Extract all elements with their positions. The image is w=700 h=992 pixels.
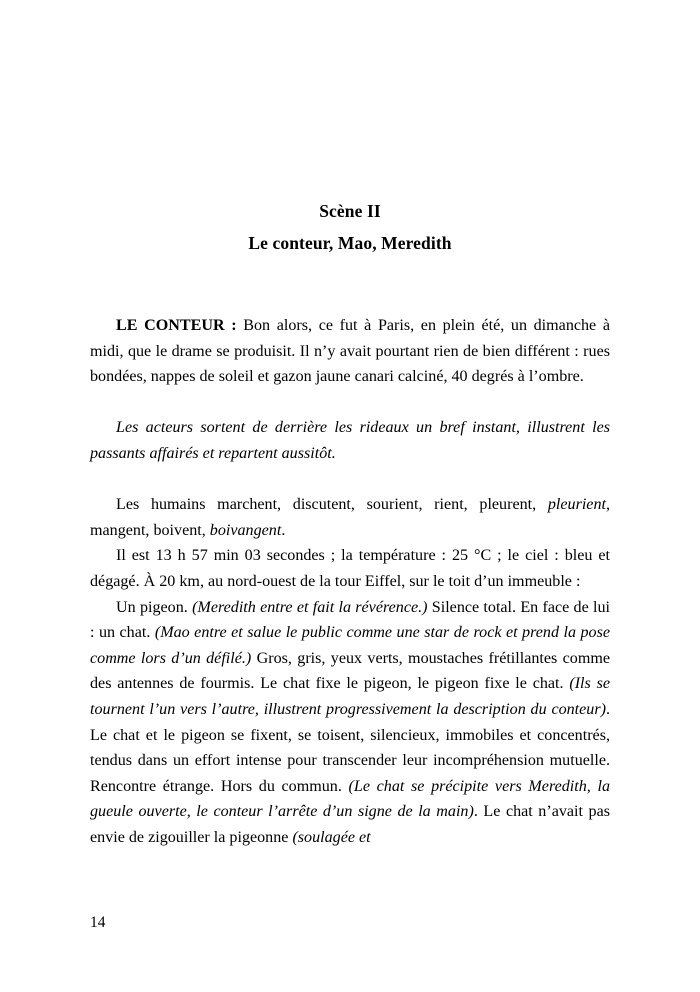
narration-segment-pigeon-3: Silence total. En face de lui : un chat. (90, 598, 611, 642)
stage-direction-paragraph: Les acteurs sortent de derrière les rideaux un bref instant, illustrent les passants affairés et repartent aussitôt. (90, 419, 610, 462)
narration-paragraph-time: Il est 13 h 57 min 03 secondes ; la température : 25 °C ; le ciel : bleu et dégagé. À 20 km, au nord-ouest de la tour Eiffel, sur le toit d’un immeuble : (90, 547, 610, 590)
scene-body (90, 258, 610, 850)
narration-segment-3: , mangent, boivent, (90, 496, 610, 539)
narration-paragraph-pigeon (90, 595, 610, 851)
narration-paragraph-humains (90, 492, 610, 543)
coined-word-boivangent: boivangent (209, 521, 282, 539)
page-number: 14 (90, 914, 106, 931)
coined-word-pleurient: pleurient (547, 496, 606, 514)
narration-segment-pigeon-1: Un pigeon. (116, 598, 193, 616)
stage-direction-turn-toward: (Ils se tournent l’un vers l’autre, illustrent progressivement la description du conteur) (90, 675, 611, 718)
narration-segment-5: . (281, 521, 286, 539)
dialogue-text-conteur: Bon alors, ce fut à Paris, en plein été, un dimanche à midi, que le drame se produisit. Il n’y avait pourtant rien de bien différent : rues bondées, nappes de soleil et gazon jaune canari calciné, 40 degrés à l’ombre. (90, 317, 610, 386)
narration-segment-1: Les humains marchent, discutent, sourient, rient, pleurent, (116, 496, 548, 514)
page-content (90, 0, 610, 850)
stage-direction-soulagee: (soulagée et (292, 828, 371, 846)
dialogue-paragraph-conteur (90, 313, 610, 390)
stage-direction-cat-lunges: (Le chat se précipite vers Meredith, la gueule ouverte, le conteur l’arrête d’un signe de la main) (90, 777, 610, 821)
stage-direction-meredith-entrance: (Meredith entre et fait la révérence.) (192, 598, 428, 616)
narration-segment-pigeon-5: Gros, gris, yeux verts, moustaches frétillantes comme des antennes de fourmis. Le chat fixe le pigeon, le pigeon fixe le chat. (90, 649, 610, 693)
speaker-label-conteur: LE CONTEUR : (116, 317, 237, 334)
narration-segment-pigeon-7: . Le chat et le pigeon se fixent, se toisent, silencieux, immobiles et concentrés, tendus dans un effort intense pour transcender leur incompréhension mutuelle. Rencontre étrange. Hors du commun. (90, 700, 610, 795)
scene-title: Scène II (319, 201, 381, 221)
narration-segment-pigeon-9: . Le chat n’avait pas envie de zigouiller la pigeonne (90, 803, 610, 846)
stage-direction-mao-entrance: (Mao entre et salue le public comme une star de rock et prend la pose comme lors d’un défilé.) (90, 624, 610, 667)
scene-cast-line: Le conteur, Mao, Meredith (248, 233, 452, 253)
scene-heading (90, 0, 610, 258)
